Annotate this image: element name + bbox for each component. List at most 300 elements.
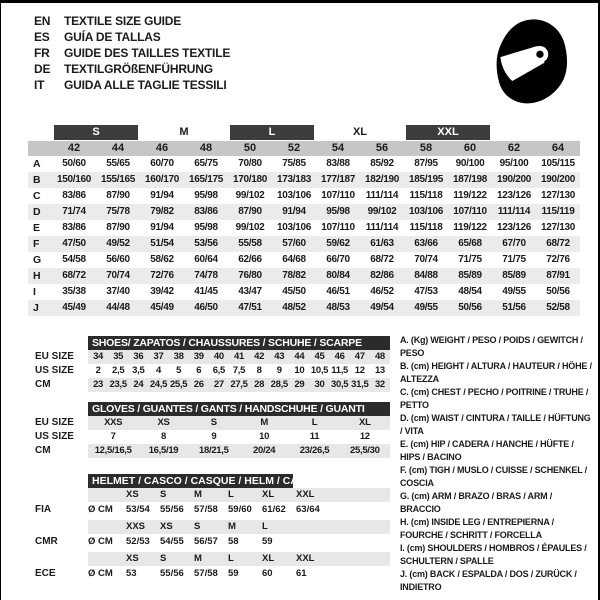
- size-cell: 170/180: [232, 174, 268, 185]
- size-cell: 50/56: [546, 286, 570, 297]
- size-cell: 83/86: [62, 222, 86, 233]
- size-cell: 123/126: [496, 222, 532, 233]
- size-header-cell: 54: [331, 142, 345, 154]
- size-cell: 45/49: [150, 302, 174, 313]
- size-cell: 123/126: [496, 190, 532, 201]
- helmet-standard-label: ECE: [35, 568, 56, 579]
- size-cell: 49/54: [370, 302, 394, 313]
- row-label: A: [33, 158, 41, 170]
- value-cell: 8: [256, 365, 262, 376]
- size-cell: 91/94: [150, 190, 174, 201]
- legend-item: B. (cm) HEIGHT / ALTURA / HAUTEUR / HÖHE / ALTEZZA: [400, 361, 592, 384]
- value-cell: 23: [93, 379, 104, 390]
- size-cell: 87/90: [106, 222, 130, 233]
- size-cell: 99/102: [235, 190, 265, 201]
- value-cell: 18/21,5: [199, 445, 229, 456]
- size-cell: 50/60: [62, 158, 86, 169]
- size-header-cell: 56: [375, 142, 389, 154]
- size-table-row: [28, 172, 580, 188]
- helmet-size-label: L: [262, 521, 268, 532]
- helmet-value-cell: 57/58: [194, 568, 218, 579]
- size-cell: 127/130: [540, 190, 576, 201]
- size-cell: 55/65: [106, 158, 130, 169]
- row-label: CM: [35, 379, 51, 390]
- value-cell: 2,5: [112, 365, 125, 376]
- size-cell: 107/110: [321, 222, 355, 233]
- row-label: I: [33, 286, 36, 298]
- language-row: [34, 45, 230, 61]
- value-cell: 4: [155, 365, 161, 376]
- size-table-row: [28, 236, 580, 252]
- size-cell: 71/74: [62, 206, 86, 217]
- helmet-standard-label: FIA: [35, 504, 52, 515]
- value-cell: 42: [254, 351, 265, 362]
- size-cell: 68/72: [546, 238, 570, 249]
- size-cell: 119/122: [453, 190, 487, 201]
- value-cell: 20/24: [253, 445, 276, 456]
- helmet-value-cell: 53/54: [126, 504, 150, 515]
- size-cell: 115/118: [409, 222, 443, 233]
- size-header-cell: 50: [243, 142, 257, 154]
- value-cell: 40: [213, 351, 224, 362]
- size-cell: 71/75: [502, 254, 526, 265]
- helmet-values: [88, 566, 390, 581]
- size-cell: 91/94: [282, 206, 306, 217]
- language-row: [34, 77, 230, 93]
- value-cell: 16,5/19: [148, 445, 179, 456]
- value-cell: 43: [274, 351, 285, 362]
- value-cell: 34: [93, 351, 104, 362]
- row-label: B: [33, 174, 41, 186]
- value-cell: 27: [213, 379, 224, 390]
- legend-item: I. (cm) SHOULDERS / HOMBROS / ÉPAULES / SCHULTERN / SPALLE: [400, 543, 587, 566]
- value-cell: 35: [113, 351, 124, 362]
- size-table-row: [28, 284, 580, 300]
- size-cell: 80/84: [326, 270, 350, 281]
- value-cell: XXS: [104, 417, 123, 428]
- value-cell: 29: [294, 379, 305, 390]
- value-cell: 12: [354, 365, 365, 376]
- size-cell: 53/56: [194, 238, 218, 249]
- row-label: CM: [35, 445, 51, 456]
- helmet-size-labels: [88, 552, 390, 566]
- unit-label: Ø CM: [88, 504, 113, 515]
- row-label: H: [33, 270, 41, 282]
- size-cell: 95/98: [194, 222, 218, 233]
- size-cell: 75/78: [106, 206, 130, 217]
- value-cell: M: [260, 417, 268, 428]
- helmet-value-cell: 59/60: [228, 504, 252, 515]
- row-label: E: [33, 222, 41, 234]
- value-cell: 26: [193, 379, 204, 390]
- value-cell: 41: [234, 351, 244, 362]
- size-group-header-row: [28, 125, 580, 140]
- size-cell: 62/66: [238, 254, 262, 265]
- size-cell: 74/78: [194, 270, 218, 281]
- value-cell: S: [210, 417, 217, 428]
- size-group-xxl: XXL: [406, 125, 490, 140]
- language-code: IT: [34, 78, 45, 92]
- helmet-size-label: M: [228, 521, 236, 532]
- helmet-size-label: XXS: [126, 521, 146, 532]
- size-header-cell: 44: [111, 142, 125, 154]
- size-cell: 173/183: [276, 174, 312, 185]
- helmet-table-rows: [28, 488, 390, 581]
- row-label-spacer: [28, 488, 88, 502]
- size-cell: 187/198: [452, 174, 488, 185]
- helmet-standard-label: CMR: [35, 536, 58, 547]
- size-cell: 190/200: [496, 174, 532, 185]
- size-cell: 105/115: [541, 158, 575, 169]
- helmet-value-cell: 56/57: [194, 536, 218, 547]
- frame-top-border: [0, 0, 600, 3]
- size-cell: 65/75: [194, 158, 218, 169]
- helmet-values: [88, 502, 390, 517]
- size-cell: 72/76: [546, 254, 570, 265]
- row-label: US SIZE: [35, 365, 74, 376]
- size-header-cell: 64: [551, 142, 565, 154]
- size-cell: 64/68: [282, 254, 306, 265]
- size-cell: 48/54: [458, 286, 482, 297]
- value-cell: 7,5: [232, 365, 246, 376]
- value-cell: 8: [161, 431, 166, 442]
- size-group-s: S: [54, 125, 138, 140]
- helmet-value-cell: 54/55: [160, 536, 184, 547]
- legend-item: C. (cm) CHEST / PECHO / POITRINE / TRUHE / PETTO: [400, 387, 589, 410]
- size-cell: 47/53: [414, 286, 438, 297]
- row-label: J: [33, 302, 39, 314]
- table-row: [28, 444, 390, 458]
- row-label: EU SIZE: [35, 351, 74, 362]
- language-code: FR: [34, 46, 50, 60]
- value-cell: 48: [374, 351, 385, 362]
- size-group-xl: XL: [352, 126, 368, 138]
- helmet-size-row: [28, 488, 390, 502]
- size-cell: 68/72: [62, 270, 86, 281]
- value-cell: 32: [374, 379, 385, 390]
- value-cell: 11: [309, 431, 320, 442]
- helmet-size-label: S: [194, 521, 201, 532]
- helmet-value-cell: 60: [262, 568, 273, 579]
- size-cell: 49/52: [106, 238, 130, 249]
- size-header-cell: 62: [507, 142, 521, 154]
- row-label: EU SIZE: [35, 417, 74, 428]
- value-cell: 6,5: [212, 365, 226, 376]
- size-header-cell: 58: [419, 142, 433, 154]
- helmet-size-label: M: [194, 553, 202, 564]
- size-cell: 49/55: [502, 286, 526, 297]
- size-cell: 111/114: [497, 206, 531, 217]
- size-cell: 51/56: [502, 302, 526, 313]
- gloves-table-rows: [28, 416, 390, 458]
- helmet-size-label: XS: [126, 489, 139, 500]
- size-header-cell: 60: [463, 142, 477, 154]
- size-cell: 47/50: [62, 238, 86, 249]
- row-label-spacer: [28, 520, 88, 534]
- helmet-value-cell: 52/53: [126, 536, 150, 547]
- helmet-size-label: XS: [126, 553, 139, 564]
- size-header-row: [28, 141, 580, 156]
- value-cell: 44: [294, 351, 305, 362]
- size-header-cell: 52: [287, 142, 301, 154]
- language-title: GUIDE DES TAILLES TEXTILE: [64, 46, 231, 60]
- size-cell: 107/110: [321, 190, 355, 201]
- size-cell: 83/86: [194, 206, 218, 217]
- size-cell: 99/102: [235, 222, 265, 233]
- size-table-row: [28, 204, 580, 220]
- value-cell: 36: [133, 351, 144, 362]
- gloves-table-title: GLOVES / GUANTES / GANTS / HANDSCHUHE / GUANTI: [88, 402, 390, 416]
- helmet-value-cell: 63/64: [296, 504, 320, 515]
- size-cell: 50/56: [458, 302, 482, 313]
- helmet-size-labels: [88, 488, 390, 502]
- value-cell: 10: [294, 365, 305, 376]
- size-cell: 115/118: [409, 190, 443, 201]
- size-cell: 85/89: [458, 270, 482, 281]
- row-label: F: [33, 238, 40, 250]
- size-cell: 115/119: [541, 206, 575, 217]
- shoes-table-title: SHOES/ ZAPATOS / CHAUSSURES / SCHUHE / SCARPE: [88, 336, 390, 350]
- size-cell: 85/92: [370, 158, 394, 169]
- shoes-table: [28, 336, 390, 392]
- size-cell: 84/88: [414, 270, 438, 281]
- size-cell: 91/94: [150, 222, 174, 233]
- row-label: D: [33, 206, 41, 218]
- value-cell: 11,5: [331, 365, 349, 376]
- size-table-body: [28, 156, 580, 316]
- size-cell: 79/82: [150, 206, 174, 217]
- table-row: [28, 350, 390, 364]
- size-cell: 68/72: [370, 254, 394, 265]
- size-cell: 58/62: [150, 254, 174, 265]
- size-cell: 76/80: [238, 270, 262, 281]
- size-cell: 41/45: [194, 286, 218, 297]
- size-cell: 87/90: [106, 190, 130, 201]
- legend-item: E. (cm) HIP / CADERA / HANCHE / HÜFTE / HIPS / BACINO: [400, 439, 574, 462]
- helmet-value-cell: 59: [262, 536, 273, 547]
- size-table-row: [28, 252, 580, 268]
- size-cell: 87/95: [414, 158, 438, 169]
- size-cell: 66/70: [326, 254, 350, 265]
- helmet-icon: [482, 10, 574, 106]
- size-cell: 67/70: [502, 238, 526, 249]
- value-cell: 2: [95, 365, 101, 376]
- size-cell: 72/76: [150, 270, 174, 281]
- value-cell: 5: [176, 365, 182, 376]
- language-title: GUIDA ALLE TAGLIE TESSILI: [64, 78, 227, 92]
- helmet-size-label: M: [194, 489, 202, 500]
- helmet-size-row: [28, 552, 390, 566]
- size-cell: 85/89: [502, 270, 526, 281]
- value-cell: 25,5/30: [350, 445, 380, 456]
- size-cell: 48/52: [282, 302, 306, 313]
- size-cell: 82/86: [370, 270, 394, 281]
- helmet-size-label: XXL: [296, 553, 315, 564]
- size-cell: 182/190: [364, 174, 400, 185]
- value-cell: 27,5: [230, 379, 248, 390]
- size-table-row: [28, 156, 580, 172]
- legend-item: F. (cm) TIGH / MUSLO / CUISSE / SCHENKEL / COSCIA: [400, 465, 587, 488]
- language-code: DE: [34, 62, 51, 76]
- size-cell: 150/160: [56, 174, 92, 185]
- row-label: US SIZE: [35, 431, 74, 442]
- size-cell: 35/38: [62, 286, 86, 297]
- helmet-value-cell: 61/62: [262, 504, 286, 515]
- row-values: [88, 416, 390, 430]
- value-cell: 23/26,5: [299, 445, 330, 456]
- helmet-value-cell: 53: [126, 568, 137, 579]
- size-cell: 75/85: [282, 158, 306, 169]
- size-cell: 90/100: [455, 158, 485, 169]
- helmet-value-cell: 55/56: [160, 504, 184, 515]
- row-label: G: [33, 254, 42, 266]
- value-cell: 24: [133, 379, 144, 390]
- helmet-value-cell: 58: [228, 536, 239, 547]
- size-header-spacer: [28, 141, 52, 156]
- value-cell: 30: [314, 379, 325, 390]
- size-cell: 59/62: [326, 238, 350, 249]
- value-cell: XS: [157, 417, 170, 428]
- size-cell: 111/114: [365, 190, 399, 201]
- size-cell: 83/88: [326, 158, 350, 169]
- value-cell: 38: [173, 351, 184, 362]
- size-cell: 177/187: [320, 174, 356, 185]
- size-table-row: [28, 300, 580, 316]
- size-cell: 70/74: [106, 270, 130, 281]
- value-cell: 46: [334, 351, 345, 362]
- size-cell: 111/114: [365, 222, 399, 233]
- value-cell: 13: [374, 365, 385, 376]
- unit-label: Ø CM: [88, 568, 113, 579]
- row-label: C: [33, 190, 41, 202]
- value-cell: 9: [211, 431, 217, 442]
- size-cell: 60/64: [194, 254, 218, 265]
- size-cell: 60/70: [150, 158, 174, 169]
- size-cell: 119/122: [453, 222, 487, 233]
- size-cell: 46/51: [326, 286, 350, 297]
- unit-spacer: [88, 488, 126, 502]
- row-label-spacer: [28, 552, 88, 566]
- row-values: [88, 350, 390, 364]
- helmet-value-row: [28, 534, 390, 549]
- size-cell: 44/48: [106, 302, 130, 313]
- size-cell: 70/74: [414, 254, 438, 265]
- row-values: [88, 430, 390, 444]
- size-cell: 47/51: [238, 302, 262, 313]
- size-cell: 190/200: [540, 174, 576, 185]
- size-cell: 56/60: [106, 254, 130, 265]
- size-cell: 54/58: [62, 254, 86, 265]
- size-cell: 65/68: [458, 238, 482, 249]
- language-title: TEXTILGRÖßENFÜHRUNG: [64, 62, 213, 76]
- size-cell: 37/40: [106, 286, 130, 297]
- size-cell: 83/86: [62, 190, 86, 201]
- value-cell: 9: [276, 365, 282, 376]
- size-cell: 49/55: [414, 302, 438, 313]
- table-row: [28, 378, 390, 392]
- table-row: [28, 430, 390, 444]
- table-row: [28, 416, 390, 430]
- unit-spacer: [88, 520, 126, 534]
- size-cell: 51/54: [150, 238, 174, 249]
- value-cell: 6: [196, 365, 202, 376]
- size-cell: 87/90: [238, 206, 262, 217]
- helmet-size-label: S: [160, 489, 167, 500]
- helmet-size-label: L: [228, 553, 234, 564]
- value-cell: 12: [359, 431, 370, 442]
- value-cell: 30,5: [331, 379, 349, 390]
- row-values: [88, 378, 390, 392]
- helmet-size-labels: [88, 520, 390, 534]
- language-code: ES: [34, 30, 50, 44]
- unit-label: Ø CM: [88, 536, 113, 547]
- size-table-row: [28, 220, 580, 236]
- helmet-value-cell: 61: [296, 568, 307, 579]
- size-header-cell: 46: [155, 142, 169, 154]
- helmet-value-row: [28, 502, 390, 517]
- legend-item: A. (Kg) WEIGHT / PESO / POIDS / GEWITCH / PESO: [400, 335, 583, 358]
- value-cell: XL: [359, 417, 371, 428]
- size-group-m: M: [179, 126, 189, 138]
- size-cell: 95/98: [326, 206, 350, 217]
- language-title: TEXTILE SIZE GUIDE: [64, 14, 182, 28]
- size-cell: 103/106: [276, 190, 312, 201]
- size-cell: 70/80: [238, 158, 262, 169]
- size-cell: 78/82: [282, 270, 306, 281]
- main-size-table: [28, 125, 580, 316]
- size-header-cell: 48: [199, 142, 213, 154]
- size-cell: 87/91: [546, 270, 570, 281]
- legend-item: J. (cm) BACK / ESPALDA / DOS / ZURÜCK / INDIETRO: [400, 569, 577, 592]
- row-values: [88, 444, 390, 458]
- value-cell: L: [311, 417, 318, 428]
- language-code: EN: [34, 14, 51, 28]
- value-cell: 24,5: [149, 379, 168, 390]
- size-cell: 95/98: [194, 190, 218, 201]
- size-cell: 61/63: [370, 238, 394, 249]
- value-cell: 7: [110, 431, 116, 442]
- size-cell: 46/52: [370, 286, 394, 297]
- size-cell: 95/100: [499, 158, 529, 169]
- helmet-value-row: [28, 566, 390, 581]
- size-cell: 55/58: [238, 238, 262, 249]
- value-cell: 28,5: [270, 379, 288, 390]
- size-table-row: [28, 268, 580, 284]
- language-title: GUÍA DE TALLAS: [64, 30, 161, 44]
- size-cell: 63/66: [414, 238, 438, 249]
- size-cell: 45/50: [282, 286, 306, 297]
- size-cell: 160/170: [144, 174, 180, 185]
- helmet-size-row: [28, 520, 390, 534]
- helmet-table-title: HELMET / CASCO / CASQUE / HELM / CASCO: [88, 474, 293, 488]
- size-cell: 103/106: [276, 222, 312, 233]
- helmet-table: [28, 474, 390, 581]
- size-cell: 71/75: [458, 254, 482, 265]
- shoes-table-rows: [28, 350, 390, 392]
- helmet-size-label: XS: [160, 521, 173, 532]
- language-row: [34, 13, 230, 29]
- language-row: [34, 61, 230, 77]
- size-cell: 46/50: [194, 302, 218, 313]
- value-cell: 25,5: [169, 379, 188, 390]
- size-cell: 185/195: [408, 174, 444, 185]
- value-cell: 10: [259, 431, 270, 442]
- legend-item: G. (cm) ARM / BRAZO / BRAS / ARM / BRACCIO: [400, 491, 553, 514]
- helmet-size-label: S: [160, 553, 167, 564]
- size-cell: 107/110: [453, 206, 487, 217]
- value-cell: 3,5: [132, 365, 145, 376]
- helmet-size-label: XL: [262, 553, 275, 564]
